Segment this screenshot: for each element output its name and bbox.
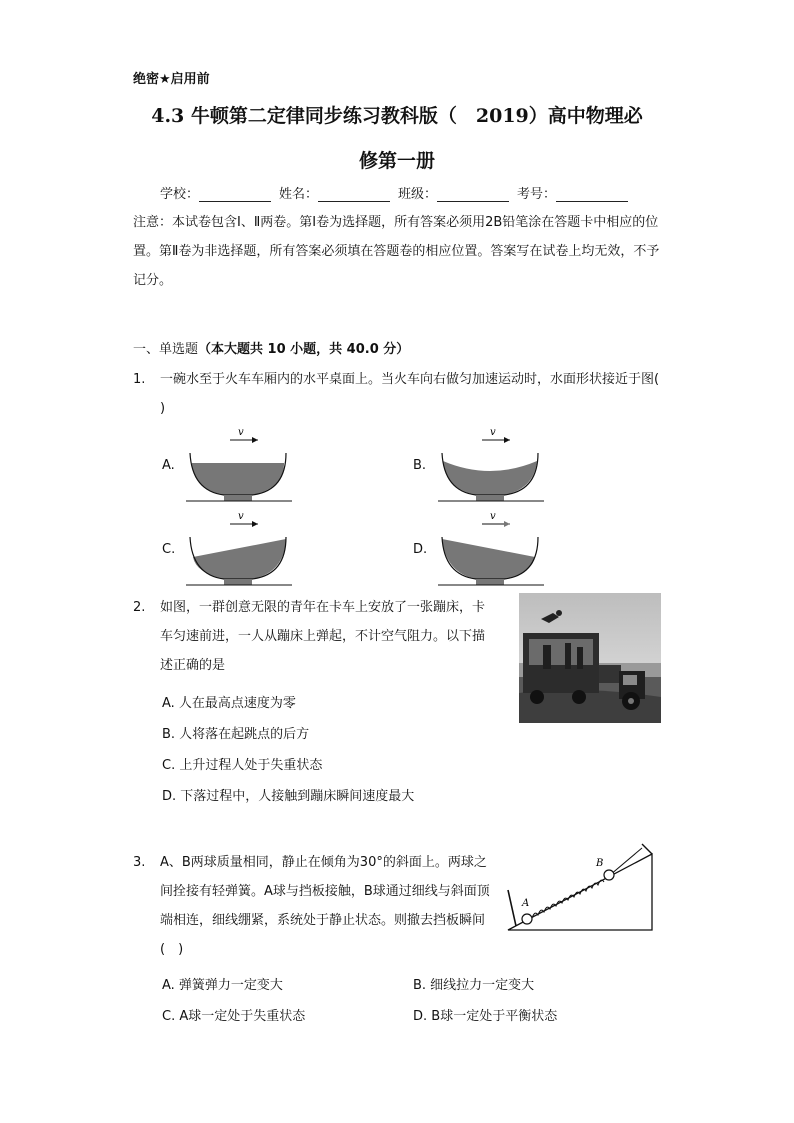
ball-b [604,870,614,880]
question-2-number: 2. [133,600,146,615]
q3-option-b[interactable]: B. 细线拉力一定变大 [413,978,535,993]
question-1-text: 一碗水至于火车车厢内的水平桌面上。当火车向右做匀加速运动时，水面形状接近于图( ) [160,372,660,416]
incline-spring-figure [502,838,662,934]
q2-option-a[interactable]: A. 人在最高点速度为零 [162,696,296,711]
page-title-line1: 4.3 牛顿第二定律同步练习教科版（ 2019）高中物理必 [151,105,643,127]
ball-a [522,914,532,924]
question-2-text: 如图，一群创意无限的青年在卡车上安放了一张蹦床，卡车匀速前进，一人从蹦床上弹起，不计空气阻力。以下描述正确的是 [160,600,486,673]
question-3-number: 3. [133,855,146,870]
student-info-row [160,183,636,202]
q2-option-c[interactable]: C. 上升过程人处于失重状态 [162,758,323,773]
water-fill [192,463,284,495]
bowl-base [476,579,504,585]
q1-option-d-label[interactable]: D. [413,542,428,557]
q3-option-a[interactable]: A. 弹簧弹力一定变大 [162,978,283,993]
section-heading: 一、单选题（本大题共 10 小题，共 40.0 分） [133,342,410,357]
exam-number-field[interactable]: 考号： [517,183,628,202]
q2-option-d[interactable]: D. 下落过程中，人接触到蹦床瞬间速度最大 [162,789,415,804]
ball-a-label: A [522,898,530,909]
class-field[interactable]: 班级： [398,183,509,202]
q3-option-c[interactable]: C. A球一定处于失重状态 [162,1009,306,1024]
bowl-base [224,579,252,585]
q1-option-a-label[interactable]: A. [162,458,175,473]
q3-option-d[interactable]: D. B球一定处于平衡状态 [413,1009,558,1024]
school-field[interactable]: 学校： [160,183,271,202]
velocity-symbol: v [238,427,244,438]
trampoline-truck-photo [519,593,661,723]
ball-b-label: B [596,858,604,869]
velocity-symbol: v [490,511,496,522]
bowl-base [476,495,504,501]
q1-option-b-label[interactable]: B. [413,458,427,473]
baffle-plate [508,890,516,926]
q1-bowl-figure-c[interactable] [182,509,294,589]
bowl-base [224,495,252,501]
confidential-label: 绝密★启用前 [133,72,210,87]
question-1-number: 1. [133,372,146,387]
page-title-line2: 修第一册 [358,150,435,172]
q1-bowl-figure-a[interactable] [182,425,294,505]
question-3-text: A、B两球质量相同，静止在倾角为30°的斜面上。两球之间拴接有轻弹簧。A球与挡板接触，B球通过细线与斜面顶端相连，细线绷紧，系统处于静止状态。则撤去挡板瞬间( ) [160,855,490,957]
name-field[interactable]: 姓名： [279,183,390,202]
velocity-symbol: v [490,427,496,438]
q1-bowl-figure-b[interactable] [434,425,546,505]
velocity-symbol: v [238,511,244,522]
exam-notice: 注意：本试卷包含Ⅰ、Ⅱ两卷。第Ⅰ卷为选择题，所有答案必须用2B铅笔涂在答题卡中相应的位置。第Ⅱ卷为非选择题，所有答案必须填在答题卷的相应位置。答案写在试卷上均无效，不予记分。 [133,215,660,288]
q2-option-b[interactable]: B. 人将落在起跳点的后方 [162,727,310,742]
q1-option-c-label[interactable]: C. [162,542,176,557]
water-fill [443,461,537,495]
q1-bowl-figure-d[interactable] [434,509,546,589]
